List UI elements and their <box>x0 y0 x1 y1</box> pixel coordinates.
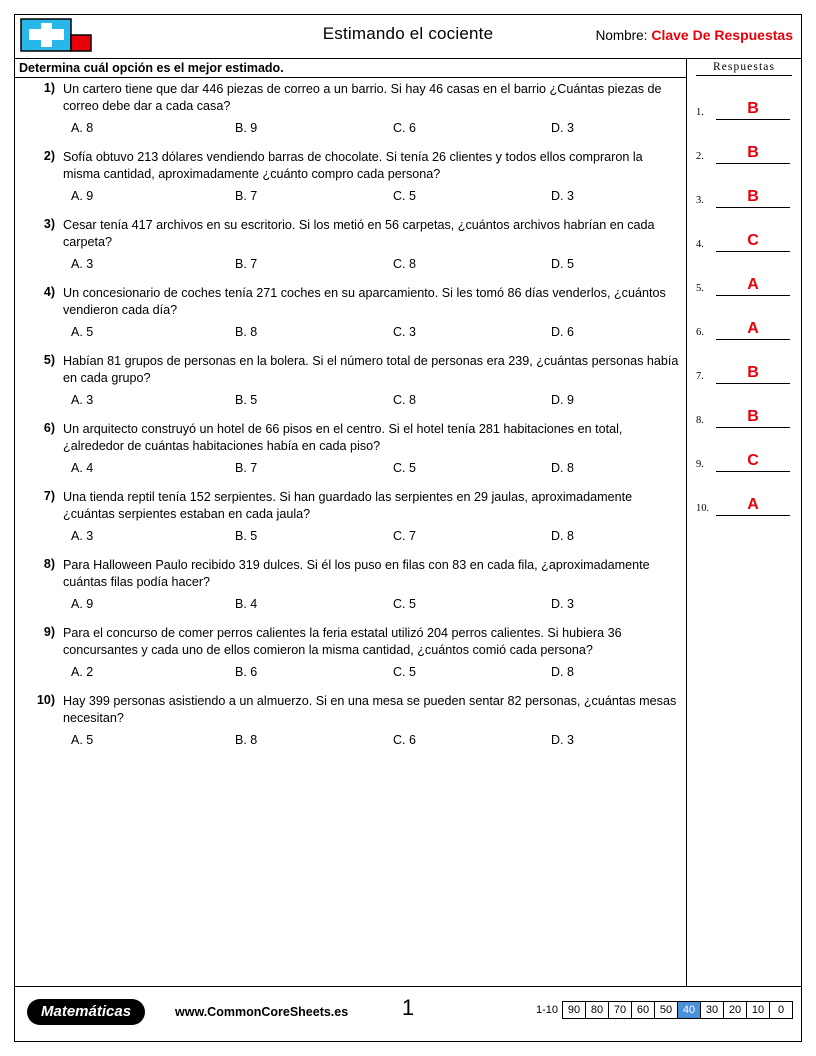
choice-row <box>63 529 681 545</box>
answer-number: 2. <box>696 151 704 162</box>
question-text: Un cartero tiene que dar 446 piezas de correo a un barrio. Si hay 46 casas en el barrio ¿Cuántas piezas de correo debe dar a cada casa? <box>63 82 662 113</box>
choice-d[interactable]: D. 3 <box>551 597 574 611</box>
name-label: Nombre: <box>595 28 648 43</box>
question-number: 2) <box>43 149 55 163</box>
page-footer <box>15 986 801 1041</box>
scale-cell: 20 <box>724 1002 747 1018</box>
choice-c[interactable]: C. 5 <box>393 597 416 611</box>
page-header <box>15 15 801 59</box>
question-text: Hay 399 personas asistiendo a un almuerzo. Si en una mesa se pueden sentar 82 personas, ¿cuántas mesas necesitan? <box>63 694 677 725</box>
choice-c[interactable]: C. 5 <box>393 189 416 203</box>
scale-cell: 10 <box>747 1002 770 1018</box>
question-number: 4) <box>43 285 55 299</box>
choice-c[interactable]: C. 6 <box>393 121 416 135</box>
answer-value: B <box>747 188 759 205</box>
choice-row <box>63 597 681 613</box>
question-number: 9) <box>43 625 55 639</box>
choice-row <box>63 665 681 681</box>
choice-row <box>63 461 681 477</box>
choice-c[interactable]: C. 6 <box>393 733 416 747</box>
question-item <box>15 625 687 681</box>
worksheet-page <box>14 14 802 1042</box>
answer-value: A <box>747 496 759 513</box>
answer-row <box>696 252 792 296</box>
question-item <box>15 285 687 341</box>
answer-number: 1. <box>696 107 704 118</box>
scale-cell: 30 <box>701 1002 724 1018</box>
grading-scale <box>536 1001 793 1019</box>
question-number: 8) <box>43 557 55 571</box>
answer-row <box>696 428 792 472</box>
scale-cell: 90 <box>563 1002 586 1018</box>
answer-row <box>696 384 792 428</box>
questions-list <box>15 81 687 761</box>
answer-value: B <box>747 100 759 117</box>
choice-c[interactable]: C. 7 <box>393 529 416 543</box>
choice-b[interactable]: B. 5 <box>235 393 258 407</box>
answer-number: 5. <box>696 283 704 294</box>
question-number: 10) <box>36 693 55 707</box>
instruction-text: Determina cuál opción es el mejor estimado. <box>19 61 284 75</box>
answer-number: 9. <box>696 459 704 470</box>
choice-c[interactable]: C. 5 <box>393 665 416 679</box>
choice-a[interactable]: A. 3 <box>71 257 94 271</box>
choice-a[interactable]: A. 9 <box>71 189 94 203</box>
choice-b[interactable]: B. 7 <box>235 189 258 203</box>
question-text: Habían 81 grupos de personas en la bolera. Si el número total de personas era 239, ¿cuántas personas había en cada grupo? <box>63 354 679 385</box>
choice-b[interactable]: B. 9 <box>235 121 258 135</box>
question-number: 7) <box>43 489 55 503</box>
answer-row <box>696 340 792 384</box>
scale-label: 1-10 <box>535 1004 558 1016</box>
choice-d[interactable]: D. 3 <box>551 189 574 203</box>
choice-c[interactable]: C. 3 <box>393 325 416 339</box>
question-text: Cesar tenía 417 archivos en su escritorio. Si los metió en 56 carpetas, ¿cuántos archivos habrían en cada carpeta? <box>63 218 655 249</box>
choice-a[interactable]: A. 4 <box>71 461 94 475</box>
page-title: Estimando el cociente <box>322 24 494 43</box>
scale-cell: 50 <box>655 1002 678 1018</box>
scale-cells <box>562 1001 793 1019</box>
subject-badge: Matemáticas <box>27 999 145 1025</box>
question-item <box>15 149 687 205</box>
choice-a[interactable]: A. 5 <box>71 325 94 339</box>
choice-b[interactable]: B. 6 <box>235 665 258 679</box>
question-text: Un arquitecto construyó un hotel de 66 pisos en el centro. Si el hotel tenía 281 habitaciones en total, ¿alrededor de cuántas habitaciones había en cada piso? <box>63 422 623 453</box>
question-number: 1) <box>43 81 55 95</box>
answers-heading: Respuestas <box>696 59 792 76</box>
choice-a[interactable]: A. 3 <box>71 393 94 407</box>
choice-b[interactable]: B. 8 <box>235 733 258 747</box>
question-text: Un concesionario de coches tenía 271 coches en su aparcamiento. Si les tomó 86 días venderlos, ¿cuántos vendieron cada día? <box>63 286 666 317</box>
choice-a[interactable]: A. 8 <box>71 121 94 135</box>
choice-d[interactable]: D. 5 <box>551 257 574 271</box>
answer-row <box>696 472 792 516</box>
choice-d[interactable]: D. 3 <box>551 121 574 135</box>
choice-row <box>63 189 681 205</box>
question-item <box>15 217 687 273</box>
answer-value: C <box>747 232 759 249</box>
question-number: 6) <box>43 421 55 435</box>
question-text: Para Halloween Paulo recibido 319 dulces. Si él los puso en filas con 83 en cada fila, ¿aproximadamente cuántas filas podía hacer? <box>63 558 650 589</box>
choice-d[interactable]: D. 8 <box>551 529 574 543</box>
choice-row <box>63 393 681 409</box>
answer-number: 4. <box>696 239 704 250</box>
choice-a[interactable]: A. 5 <box>71 733 94 747</box>
choice-b[interactable]: B. 8 <box>235 325 258 339</box>
question-item <box>15 693 687 749</box>
answer-row <box>696 208 792 252</box>
answer-value: C <box>747 452 759 469</box>
answer-value: A <box>747 276 759 293</box>
choice-d[interactable]: D. 3 <box>551 733 574 747</box>
answer-value: A <box>747 320 759 337</box>
scale-cell: 0 <box>770 1002 792 1018</box>
scale-cell: 80 <box>586 1002 609 1018</box>
choice-a[interactable]: A. 9 <box>71 597 94 611</box>
instruction-divider <box>15 77 687 78</box>
choice-b[interactable]: B. 5 <box>235 529 258 543</box>
choice-c[interactable]: C. 8 <box>393 393 416 407</box>
answer-number: 7. <box>696 371 704 382</box>
choice-c[interactable]: C. 5 <box>393 461 416 475</box>
choice-row <box>63 121 681 137</box>
question-item <box>15 353 687 409</box>
page-number: 1 <box>401 995 415 1020</box>
choice-b[interactable]: B. 7 <box>235 257 258 271</box>
answer-value: B <box>747 408 759 425</box>
answer-number: 10. <box>696 503 710 514</box>
scale-cell: 70 <box>609 1002 632 1018</box>
question-text: Para el concurso de comer perros calientes la feria estatal utilizó 204 perros calientes. Si hubiera 36 concursantes y cada uno de ellos comieron la misma cantidad, ¿cuántos comió cada persona? <box>63 626 622 657</box>
choice-row <box>63 257 681 273</box>
choice-a[interactable]: A. 3 <box>71 529 94 543</box>
choice-a[interactable]: A. 2 <box>71 665 94 679</box>
answer-key-column <box>686 59 801 986</box>
answer-number: 6. <box>696 327 704 338</box>
answer-number: 3. <box>696 195 704 206</box>
question-item <box>15 557 687 613</box>
answer-row <box>696 76 792 120</box>
question-text: Una tienda reptil tenía 152 serpientes. Si han guardado las serpientes en 29 jaulas, aproximadamente ¿cuántas serpientes estaban en cada jaula? <box>63 490 633 521</box>
question-item <box>15 421 687 477</box>
answer-row <box>696 120 792 164</box>
question-text: Sofía obtuvo 213 dólares vendiendo barras de chocolate. Si tenía 26 clientes y todos ellos compraron la misma cantidad, aproximadamente ¿cuánto compro cada persona? <box>63 150 643 181</box>
question-number: 3) <box>43 217 55 231</box>
scale-cell-highlighted: 40 <box>678 1002 701 1018</box>
name-field <box>596 27 793 43</box>
answer-row <box>696 296 792 340</box>
answer-value: B <box>747 144 759 161</box>
answer-row <box>696 164 792 208</box>
choice-b[interactable]: B. 4 <box>235 597 258 611</box>
choice-row <box>63 733 681 749</box>
website-url: www.CommonCoreSheets.es <box>175 1005 349 1019</box>
answer-value: B <box>747 364 759 381</box>
choice-d[interactable]: D. 8 <box>551 665 574 679</box>
scale-cell: 60 <box>632 1002 655 1018</box>
choice-c[interactable]: C. 8 <box>393 257 416 271</box>
question-number: 5) <box>43 353 55 367</box>
choice-d[interactable]: D. 9 <box>551 393 574 407</box>
choice-b[interactable]: B. 7 <box>235 461 258 475</box>
answer-number: 8. <box>696 415 704 426</box>
name-value: Clave De Respuestas <box>651 27 793 43</box>
question-item <box>15 81 687 137</box>
question-item <box>15 489 687 545</box>
choice-row <box>63 325 681 341</box>
choice-d[interactable]: D. 6 <box>551 325 574 339</box>
choice-d[interactable]: D. 8 <box>551 461 574 475</box>
